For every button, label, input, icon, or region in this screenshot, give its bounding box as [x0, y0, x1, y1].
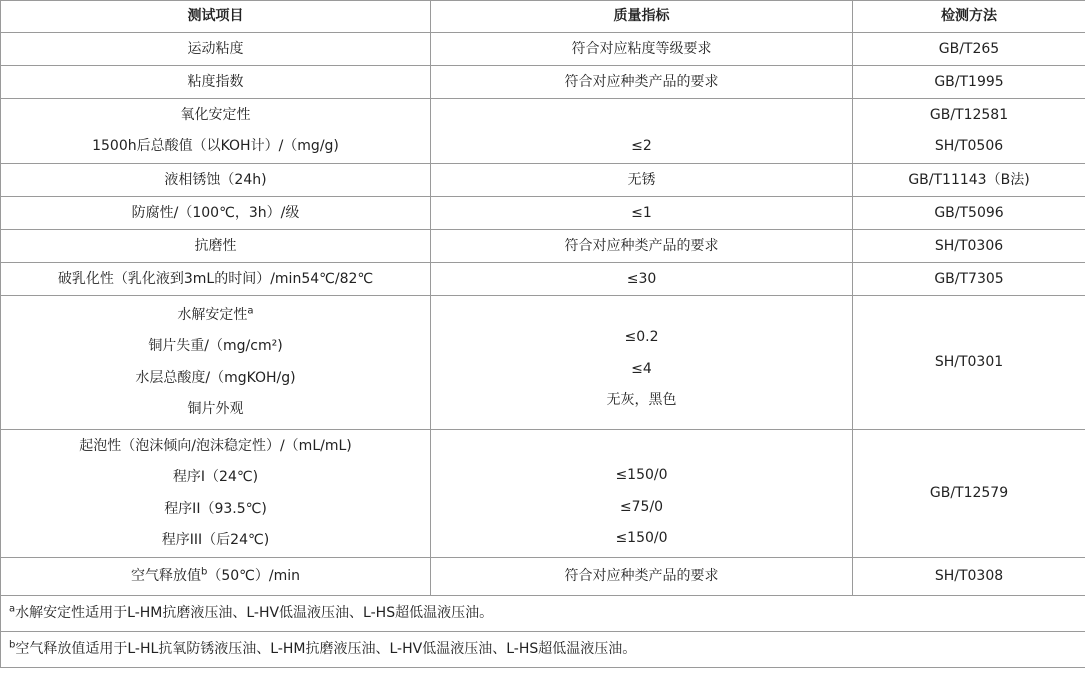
quality-line: ≤150/0: [615, 530, 668, 547]
table-row: [1, 164, 1085, 197]
footnote-marker: b: [200, 566, 208, 578]
item-line: 水解安定性: [177, 306, 248, 323]
cell-item: 抗磨性: [1, 230, 431, 263]
item-line: 水层总酸度/（mgKOH/g): [135, 369, 296, 386]
cell-quality: 符合对应种类产品的要求: [431, 230, 853, 263]
header-item: 测试项目: [1, 1, 431, 33]
quality-line: 无灰，黑色: [606, 392, 677, 409]
footnote-marker: a: [247, 304, 254, 316]
cell-quality: 符合对应种类产品的要求: [431, 66, 853, 99]
item-line: 程序II（93.5℃): [164, 500, 267, 517]
footnote-row: [1, 632, 1085, 668]
cell-method: GB/T12579: [853, 430, 1085, 558]
cell-item: 液相锈蚀（24h): [1, 164, 431, 197]
cell-method: SH/T0301: [853, 296, 1085, 430]
quality-line: ≤2: [631, 138, 652, 154]
table-row: [1, 430, 1085, 558]
footnote-b: $^b$空气释放值适用于L-HL抗氧防锈液压油、L-HM抗磨液压油、L-HV低温液压油、L-HS超低温液压油。: [1, 632, 1085, 668]
footnote-a: $^a$水解安定性适用于L-HM抗磨液压油、L-HV低温液压油、L-HS超低温液压油。: [1, 596, 1085, 632]
cell-method: GB/T265: [853, 33, 1085, 66]
header-method: 检测方法: [853, 1, 1085, 33]
table-row: [1, 66, 1085, 99]
table-row: [1, 263, 1085, 296]
cell-quality: 无锈: [431, 164, 853, 197]
cell-quality: [431, 430, 853, 558]
item-line: 氧化安定性: [180, 106, 251, 123]
item-line: 铜片失重/（mg/cm²): [148, 338, 283, 354]
cell-item: [1, 430, 431, 558]
item-line: 起泡性（泡沫倾向/泡沫稳定性）/（mL/mL): [79, 437, 352, 454]
cell-item: 空气释放值$^b$（50℃）/min: [1, 558, 431, 596]
quality-line: ≤4: [631, 360, 652, 377]
table-row: [1, 33, 1085, 66]
item-line: 铜片外观: [187, 401, 244, 417]
cell-method: GB/T11143（B法): [853, 164, 1085, 197]
quality-line: ≤0.2: [624, 329, 659, 346]
cell-method: [853, 99, 1085, 164]
cell-item: 破乳化性（乳化液到3mL的时间）/min54℃/82℃: [1, 263, 431, 296]
footnote-row: [1, 596, 1085, 632]
table-row: [1, 230, 1085, 263]
table-row: [1, 197, 1085, 230]
cell-item: [1, 296, 431, 430]
header-row: [1, 1, 1085, 33]
cell-item: [1, 99, 431, 164]
item-line: 1500h后总酸值（以KOH计）/（mg/g): [92, 138, 339, 154]
table-row: [1, 296, 1085, 430]
cell-method: SH/T0306: [853, 230, 1085, 263]
cell-quality: ≤30: [431, 263, 853, 296]
cell-quality: 符合对应种类产品的要求: [431, 558, 853, 596]
cell-item: 防腐性/（100℃，3h）/级: [1, 197, 431, 230]
cell-item: 粘度指数: [1, 66, 431, 99]
cell-method: SH/T0308: [853, 558, 1085, 596]
cell-quality: 符合对应粘度等级要求: [431, 33, 853, 66]
cell-quality: [431, 99, 853, 164]
cell-item: 运动粘度: [1, 33, 431, 66]
cell-method: GB/T1995: [853, 66, 1085, 99]
header-quality: 质量指标: [431, 1, 853, 33]
item-line: 程序III（后24℃): [161, 532, 270, 548]
method-line: GB/T12581: [929, 106, 1009, 123]
quality-line: ≤75/0: [619, 498, 664, 515]
cell-method: GB/T5096: [853, 197, 1085, 230]
table-row: [1, 558, 1085, 596]
method-line: SH/T0506: [934, 138, 1004, 154]
table-row: [1, 99, 1085, 164]
quality-line: ≤150/0: [615, 467, 668, 484]
cell-quality: ≤1: [431, 197, 853, 230]
item-line: 程序I（24℃): [172, 469, 259, 485]
cell-quality: [431, 296, 853, 430]
cell-method: GB/T7305: [853, 263, 1085, 296]
